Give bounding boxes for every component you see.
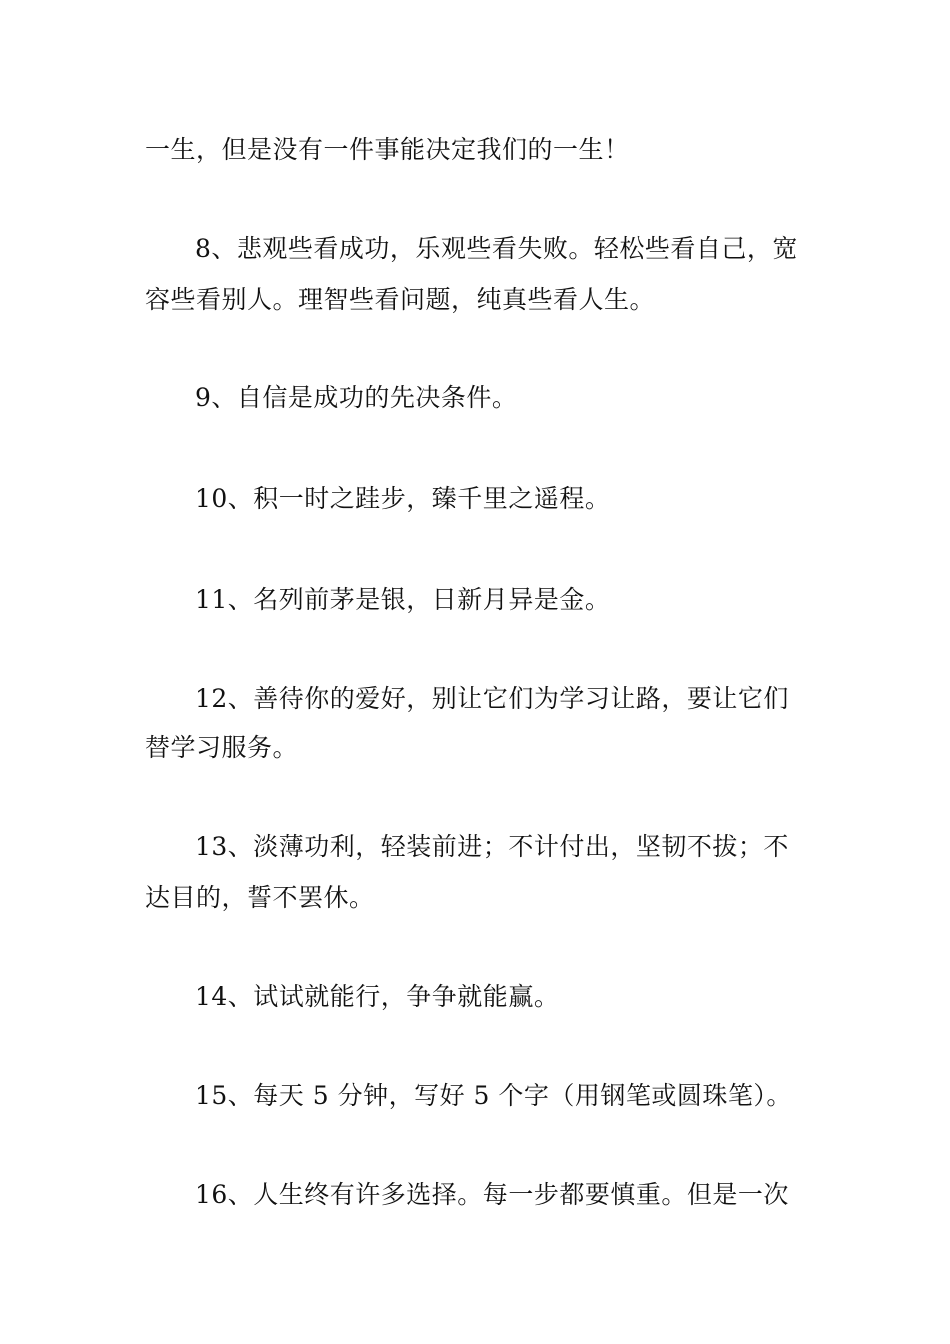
- paragraph-13-line-1: 13、淡薄功利，轻装前进；不计付出，坚韧不拔；不: [195, 832, 789, 861]
- paragraph-12-line-1: 12、善待你的爱好，别让它们为学习让路，要让它们: [195, 684, 789, 713]
- paragraph-12-line-2: 替学习服务。: [145, 733, 299, 762]
- paragraph-8-line-2: 容些看别人。理智些看问题，纯真些看人生。: [145, 285, 656, 314]
- paragraph-8-line-1: 8、悲观些看成功，乐观些看失败。轻松些看自己，宽: [195, 234, 798, 263]
- paragraph-11-line-1: 11、名列前茅是银，日新月异是金。: [195, 585, 611, 614]
- paragraph-continuation-line-1: 一生，但是没有一件事能决定我们的一生！: [145, 135, 630, 164]
- paragraph-13-line-2: 达目的，誓不罢休。: [145, 883, 375, 912]
- paragraph-14-line-1: 14、试试就能行，争争就能赢。: [195, 982, 560, 1011]
- paragraph-10-line-1: 10、积一时之跬步，臻千里之遥程。: [195, 484, 611, 513]
- paragraph-15-line-1: 15、每天 5 分钟，写好 5 个字（用钢笔或圆珠笔）。: [195, 1081, 792, 1110]
- paragraph-9-line-1: 9、自信是成功的先决条件。: [195, 383, 518, 412]
- paragraph-16-line-1: 16、人生终有许多选择。每一步都要慎重。但是一次: [195, 1180, 789, 1209]
